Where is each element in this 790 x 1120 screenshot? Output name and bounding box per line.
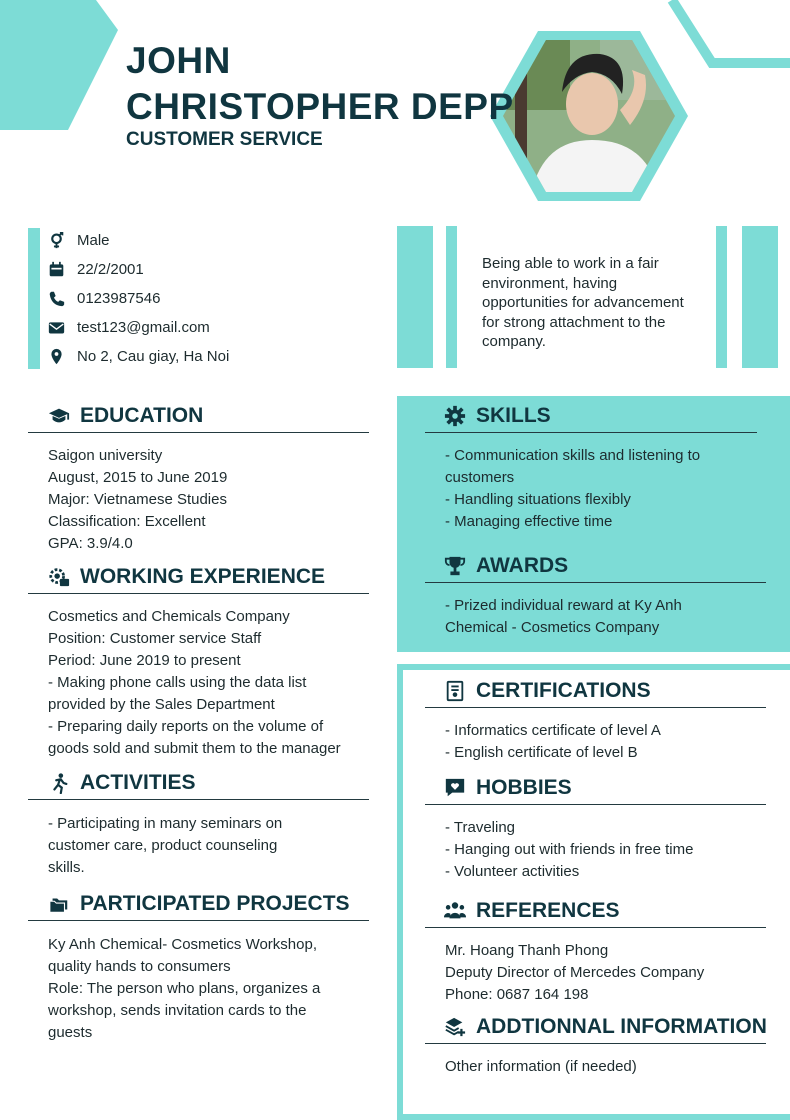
education-line: Saigon university: [48, 447, 163, 464]
projects-title: PARTICIPATED PROJECTS: [80, 892, 350, 915]
projects-line: quality hands to consumers: [48, 958, 231, 975]
references-line: Deputy Director of Mercedes Company: [445, 964, 705, 981]
awards-divider: [425, 582, 766, 583]
phone-value: 0123987546: [77, 289, 161, 307]
projects-line: workshop, sends invitation cards to the: [48, 1002, 307, 1019]
projects-line: guests: [48, 1024, 93, 1041]
name-line-1: JOHN: [126, 40, 231, 81]
skills-line: - Communication skills and listening to: [445, 447, 701, 464]
heart-message-icon: [444, 777, 466, 799]
activities-divider: [28, 799, 369, 800]
running-person-icon: [48, 772, 70, 794]
skills-line: - Handling situations flexibly: [445, 491, 631, 508]
awards-details: [445, 595, 682, 639]
contact-address: [48, 345, 229, 367]
contact-gender: [48, 229, 110, 251]
objective-line: opportunities for advancement: [482, 294, 684, 311]
education-heading: [48, 404, 203, 428]
education-title: EDUCATION: [80, 404, 204, 427]
activities-heading: [48, 771, 196, 795]
references-line: Phone: 0687 164 198: [445, 986, 589, 1003]
skills-line: - Managing effective time: [445, 513, 613, 530]
projects-divider: [28, 920, 369, 921]
calendar-icon: [48, 261, 65, 278]
objective-bar-4: [742, 226, 778, 368]
activities-line: customer care, product counseling: [48, 837, 278, 854]
hobbies-line: - Hanging out with friends in free time: [445, 841, 694, 858]
certifications-heading: [444, 679, 651, 703]
job-role: CUSTOMER SERVICE: [126, 129, 323, 150]
skills-details: [445, 445, 700, 533]
hobbies-heading: [444, 776, 572, 800]
experience-line: provided by the Sales Department: [48, 696, 275, 713]
projects-heading: [48, 892, 350, 916]
experience-line: Period: June 2019 to present: [48, 652, 241, 669]
references-heading: [444, 899, 620, 923]
references-title: REFERENCES: [476, 899, 620, 922]
experience-heading: [48, 565, 325, 589]
projects-details: [48, 934, 320, 1044]
envelope-icon: [48, 319, 65, 336]
experience-details: [48, 606, 341, 760]
activities-line: - Participating in many seminars on: [48, 815, 283, 832]
experience-line: - Preparing daily reports on the volume of: [48, 718, 324, 735]
objective-line: Being able to work in a fair: [482, 255, 659, 272]
location-pin-icon: [48, 348, 65, 365]
objective-bar-1: [397, 226, 433, 368]
objective-bar-3: [716, 226, 727, 368]
education-divider: [28, 432, 369, 433]
briefcase-gear-icon: [48, 566, 70, 588]
contact-email: [48, 316, 210, 338]
activities-details: [48, 813, 282, 879]
experience-line: - Making phone calls using the data list: [48, 674, 307, 691]
education-line: Major: Vietnamese Studies: [48, 491, 227, 508]
awards-line: - Prized individual reward at Ky Anh: [445, 597, 682, 614]
additional-divider: [425, 1043, 766, 1044]
objective-line: for strong attachment to the: [482, 313, 666, 331]
skills-line: customers: [445, 469, 515, 486]
projects-line: Role: The person who plans, organizes a: [48, 980, 321, 997]
contact-birthday: [48, 258, 144, 280]
contact-accent-bar: [28, 228, 40, 369]
hobbies-divider: [425, 804, 766, 805]
email-value: test123@gmail.com: [77, 318, 210, 336]
profile-photo: [490, 30, 690, 205]
top-left-hex-shape: [0, 0, 118, 130]
experience-divider: [28, 593, 369, 594]
projects-line: Ky Anh Chemical- Cosmetics Workshop,: [48, 936, 317, 953]
references-divider: [425, 927, 766, 928]
education-line: Classification: Excellent: [48, 513, 206, 530]
additional-heading: [444, 1015, 767, 1039]
activities-line: skills.: [48, 859, 85, 876]
objective-line: environment, having: [482, 274, 618, 292]
skills-title: SKILLS: [476, 404, 551, 427]
experience-line: Position: Customer service Staff: [48, 630, 262, 647]
experience-line: Cosmetics and Chemicals Company: [48, 608, 290, 625]
birthday-value: 22/2/2001: [77, 260, 144, 278]
activities-title: ACTIVITIES: [80, 771, 196, 794]
phone-icon: [48, 290, 65, 307]
awards-title: AWARDS: [476, 554, 569, 577]
education-line: GPA: 3.9/4.0: [48, 535, 133, 552]
hobbies-line: - Traveling: [445, 819, 516, 836]
certificate-icon: [444, 680, 466, 702]
hobbies-title: HOBBIES: [476, 776, 572, 799]
skills-heading: [444, 404, 551, 428]
skills-divider: [425, 432, 757, 433]
references-details: [445, 940, 704, 1006]
experience-title: WORKING EXPERIENCE: [80, 565, 326, 588]
hobbies-details: [445, 817, 693, 883]
contact-phone: [48, 287, 160, 309]
trophy-icon: [444, 555, 466, 577]
address-value: No 2, Cau giay, Ha Noi: [77, 347, 230, 365]
certifications-details: [445, 720, 661, 764]
additional-details: [445, 1056, 637, 1078]
experience-line: goods sold and submit them to the manager: [48, 740, 341, 757]
layers-plus-icon: [444, 1016, 466, 1038]
additional-line: Other information (if needed): [445, 1058, 637, 1075]
objective-bar-2: [446, 226, 457, 368]
name-line-2: CHRISTOPHER DEPP: [126, 86, 514, 127]
gender-icon: [48, 232, 65, 249]
hobbies-line: - Volunteer activities: [445, 863, 580, 880]
gear-icon: [444, 405, 466, 427]
certifications-line: - English certificate of level B: [445, 744, 638, 761]
certifications-line: - Informatics certificate of level A: [445, 722, 661, 739]
users-icon: [444, 900, 466, 922]
additional-title: ADDTIONNAL INFORMATION: [476, 1015, 767, 1038]
objective-line: company.: [482, 333, 546, 350]
certifications-title: CERTIFICATIONS: [476, 679, 651, 702]
education-line: August, 2015 to June 2019: [48, 469, 228, 486]
references-line: Mr. Hoang Thanh Phong: [445, 942, 609, 959]
graduation-cap-icon: [48, 405, 70, 427]
folders-icon: [48, 893, 70, 915]
full-name: [126, 38, 514, 130]
education-details: [48, 445, 227, 555]
career-objective: [482, 254, 712, 352]
top-right-line-shape: [672, 0, 790, 63]
certifications-divider: [425, 707, 766, 708]
gender-value: Male: [77, 231, 110, 249]
awards-line: Chemical - Cosmetics Company: [445, 619, 660, 636]
awards-heading: [444, 554, 568, 578]
